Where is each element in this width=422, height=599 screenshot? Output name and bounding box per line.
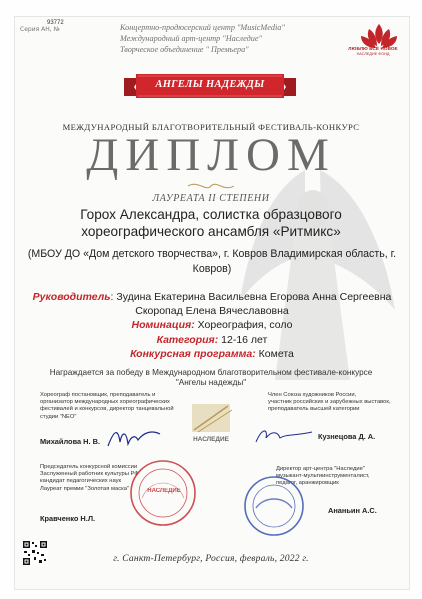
recipient-name — [40, 206, 382, 240]
signature-line: музыкант-мультиинструменталист, — [276, 473, 370, 480]
institution-line: (МБОУ ДО «Дом детского творчества», г. Ковров Владимирская область, г. — [27, 248, 397, 260]
signature-name-right-top: Кузнецова Д. А. — [318, 432, 376, 441]
signature-line: Заслуженный работник культуры РФ — [40, 471, 139, 478]
program-value: Комета — [258, 347, 294, 360]
leader-row-2: Скоропад Елена Вячеславовна — [135, 305, 289, 318]
stamp-text: НАСЛЕДИЕ — [147, 488, 181, 494]
award-line: "Ангелы надежды" — [175, 378, 247, 388]
institution — [26, 247, 398, 277]
signature-scribble-icon — [254, 424, 314, 448]
signature-title-right-top — [268, 392, 408, 414]
leader-value: Зудина Екатерина Васильевна Егорова Анна Сергеевна — [116, 291, 392, 303]
blue-stamp-icon — [242, 474, 306, 538]
nomination-value: Хореография, соло — [197, 319, 293, 332]
category-label: Категория: — [156, 333, 219, 346]
ribbon-text: АНГЕЛЫ НАДЕЖДЫ — [155, 79, 265, 90]
recipient-line: хореографического ансамбля «Ритмикс» — [81, 224, 341, 239]
festival-name: МЕЖДУНАРОДНЫЙ БЛАГОТВОРИТЕЛЬНЫЙ ФЕСТИВАЛЬ-КОНКУРС — [62, 122, 360, 132]
lotus-logo-icon — [355, 20, 403, 66]
details-block — [26, 290, 398, 361]
signature-line: Хореограф постановщик, преподаватель и — [40, 392, 156, 398]
award-text — [40, 368, 382, 389]
award-line: Награждается за победу в Международном благотворительном фестивале-конкурсе — [49, 368, 373, 377]
program-row — [26, 347, 398, 361]
signature-line: кандидат педагогических наук — [40, 478, 122, 485]
organizer-line: Творческое объединение " Премьера" — [120, 45, 249, 54]
nomination-row — [26, 318, 398, 332]
degree-label: ЛАУРЕАТА II СТЕПЕНИ — [152, 193, 270, 204]
signature-line: фестивалей и конкурсов, директор танцевальной — [40, 406, 174, 413]
signature-line: педагог, аранжировщик — [276, 480, 339, 487]
organizers — [120, 22, 320, 55]
footer-location-date: г. Санкт-Петербург, Россия, февраль, 2022 г. — [113, 553, 309, 564]
serial-label: Серия АН, № — [20, 26, 60, 33]
signature-scribble-icon — [106, 424, 162, 452]
signature-line: Член Союза художников России, — [268, 392, 357, 398]
serial-number: 93772 — [47, 20, 64, 26]
institution-line: Ковров) — [192, 263, 232, 275]
center-heritage-logo-icon — [180, 402, 242, 454]
signature-line: студии "NEO" — [40, 413, 77, 420]
recipient-line: Горох Александра, солистка образцового — [80, 207, 342, 222]
organizer-line: Концертно-продюсерский центр "MusicMedia" — [120, 23, 285, 32]
signature-line: организатор международных хореографических — [40, 399, 170, 406]
nomination-label: Номинация: — [131, 319, 195, 332]
leader-row: Руководитель: Зудина Екатерина Васильевна Егорова Анна Сергеевна — [32, 291, 392, 303]
category-value: 12-16 лет — [221, 333, 268, 346]
organizer-line: Международный арт-центр "Наследие" — [120, 34, 262, 43]
center-logo-label: НАСЛЕДИЕ — [193, 436, 229, 443]
signature-name-left-bottom: Кравченко Н.Л. — [40, 514, 96, 523]
category-row — [26, 333, 398, 347]
ornament-icon — [186, 180, 236, 192]
signature-line: участник российских и зарубежных выставок, — [268, 399, 391, 406]
signature-title-left-top — [40, 392, 190, 421]
program-label: Конкурсная программа: — [130, 347, 256, 360]
signature-name-left-top: Михайлова Н. В. — [40, 437, 101, 446]
leader-label: Руководитель — [32, 291, 111, 303]
signature-name-right-bottom: Ананьин А.С. — [328, 506, 377, 515]
page-title: ДИПЛОМ — [86, 129, 336, 181]
signature-line: преподаватель высшей категории — [268, 406, 360, 413]
signature-line: Лауреат премии "Золотая маска" — [40, 485, 130, 492]
logo-caption: ЛЮБЛЮ ВСЁ НОВОЕ — [348, 46, 398, 51]
signature-line: Председатель конкурсной комиссии — [40, 464, 138, 470]
signature-line: Директор арт-центра "Наследие" — [276, 466, 365, 472]
logo-subcaption: НАСЛЕДИЕ ФОНД — [356, 52, 390, 56]
